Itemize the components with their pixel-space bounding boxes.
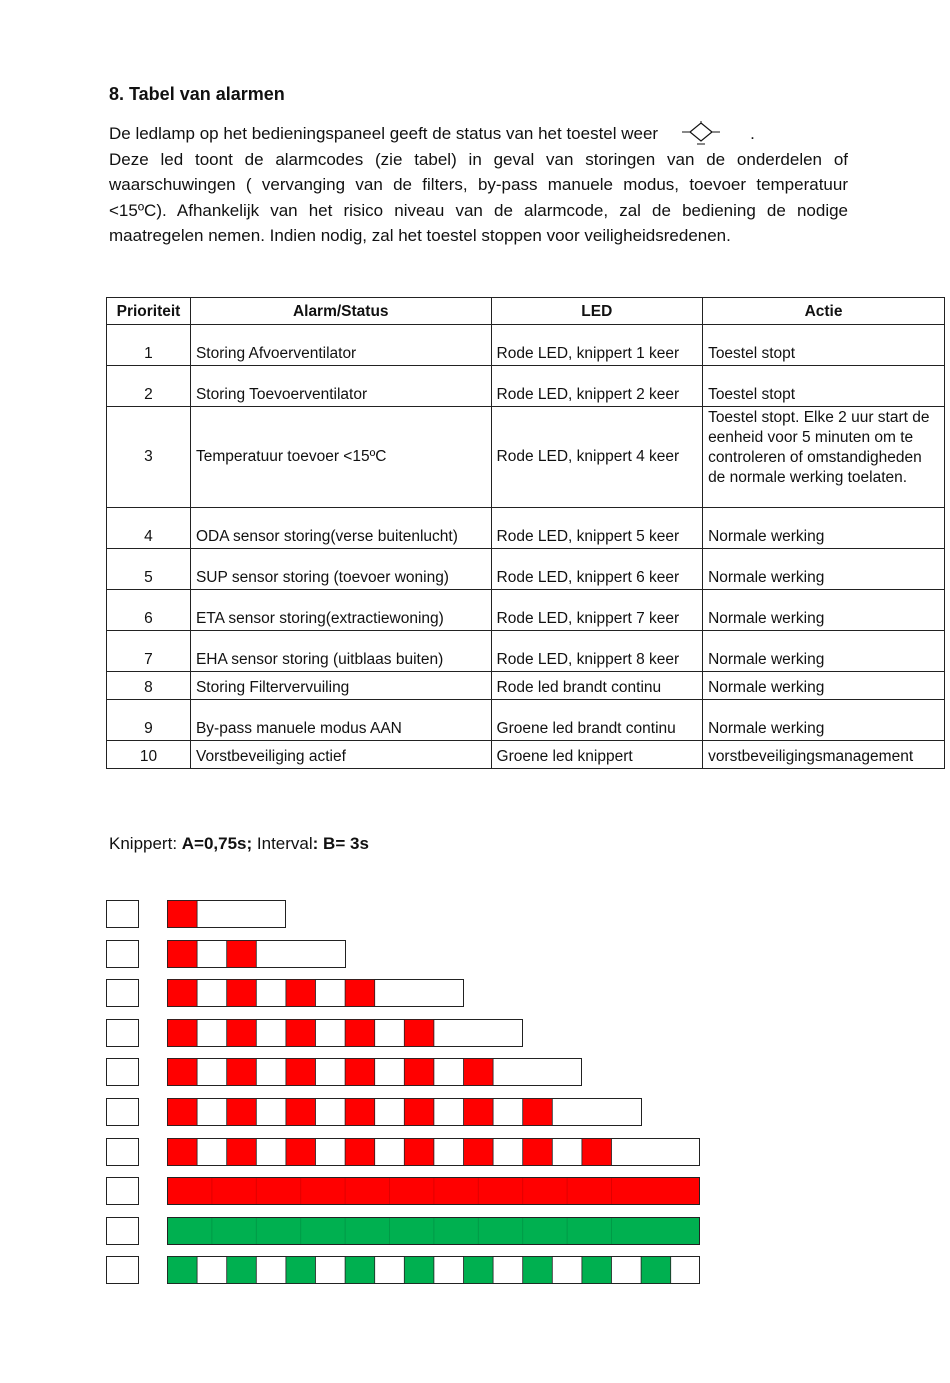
- led-on-segment: [345, 1020, 375, 1047]
- cell-alarm: EHA sensor storing (uitblaas buiten): [190, 631, 491, 672]
- table-row: [107, 590, 945, 631]
- cell-priority: 9: [107, 700, 191, 741]
- timing-a-value: A=0,75s;: [181, 834, 253, 853]
- led-timeline-strip: [167, 1098, 642, 1126]
- header-action: Actie: [703, 298, 945, 325]
- cell-priority: 4: [107, 508, 191, 549]
- led-on-segment: [404, 1139, 434, 1166]
- led-on-segment: [464, 1059, 494, 1086]
- diamond-status-symbol-icon: [682, 121, 720, 147]
- led-on-segment: [227, 941, 257, 968]
- led-on-segment: [286, 1099, 316, 1126]
- led-on-segment: [345, 1257, 375, 1284]
- alarm-table: [106, 297, 945, 769]
- cell-alarm: By-pass manuele modus AAN: [190, 700, 491, 741]
- cell-alarm: SUP sensor storing (toevoer woning): [190, 549, 491, 590]
- cell-led: Groene led knippert: [491, 741, 703, 769]
- led-on-segment: [168, 1139, 198, 1166]
- pattern-checkbox: [106, 1138, 139, 1166]
- led-on-segment: [404, 1099, 434, 1126]
- table-row: [107, 741, 945, 769]
- led-timeline-strip: [167, 979, 464, 1007]
- led-on-segment: [168, 1020, 198, 1047]
- header-led: LED: [491, 298, 703, 325]
- pattern-checkbox: [106, 1019, 139, 1047]
- pattern-checkbox: [106, 1058, 139, 1086]
- table-row: [107, 407, 945, 508]
- led-on-segment: [227, 980, 257, 1007]
- cell-action: Toestel stopt: [703, 366, 945, 407]
- led-on-segment: [168, 941, 198, 968]
- cell-priority: 5: [107, 549, 191, 590]
- led-on-segment: [464, 1099, 494, 1126]
- led-on-segment: [582, 1257, 612, 1284]
- cell-led: Rode LED, knippert 8 keer: [491, 631, 703, 672]
- led-on-segment: [286, 1139, 316, 1166]
- led-on-segment: [168, 1099, 198, 1126]
- led-timeline-strip: [167, 900, 286, 928]
- cell-action: Toestel stopt. Elke 2 uur start de eenheid voor 5 minuten om te controleren of omstandigheden de normale werking toelaten.: [703, 407, 945, 508]
- table-row: [107, 549, 945, 590]
- led-on-segment: [286, 1257, 316, 1284]
- table-row: [107, 325, 945, 366]
- cell-action: vorstbeveiligingsmanagement: [703, 741, 945, 769]
- cell-alarm: ODA sensor storing(verse buitenlucht): [190, 508, 491, 549]
- cell-action: Normale werking: [703, 700, 945, 741]
- intro-paragraph: [109, 121, 848, 249]
- cell-led: Groene led brandt continu: [491, 700, 703, 741]
- table-row: [107, 366, 945, 407]
- timing-b-value: : B= 3s: [312, 834, 369, 853]
- cell-priority: 10: [107, 741, 191, 769]
- timing-legend: [109, 834, 369, 854]
- led-on-segment: [523, 1099, 553, 1126]
- cell-action: Toestel stopt: [703, 325, 945, 366]
- cell-alarm: Temperatuur toevoer <15ºC: [190, 407, 491, 508]
- cell-priority: 8: [107, 672, 191, 700]
- pattern-checkbox: [106, 1256, 139, 1284]
- led-timeline-strip: [167, 940, 346, 968]
- header-alarm: Alarm/Status: [190, 298, 491, 325]
- led-on-segment: [286, 1020, 316, 1047]
- led-timeline-strip: [167, 1256, 700, 1284]
- led-on-segment: [404, 1257, 434, 1284]
- cell-action: Normale werking: [703, 631, 945, 672]
- led-on-segment: [404, 1020, 434, 1047]
- led-on-segment: [582, 1139, 612, 1166]
- cell-priority: 3: [107, 407, 191, 508]
- cell-led: Rode LED, knippert 7 keer: [491, 590, 703, 631]
- led-on-segment: [523, 1139, 553, 1166]
- cell-alarm: Storing Filtervervuiling: [190, 672, 491, 700]
- led-timeline-strip: [167, 1019, 523, 1047]
- cell-led: Rode led brandt continu: [491, 672, 703, 700]
- pattern-checkbox: [106, 1177, 139, 1205]
- led-on-segment: [227, 1099, 257, 1126]
- cell-action: Normale werking: [703, 508, 945, 549]
- table-header-row: [107, 298, 945, 325]
- header-priority: Prioriteit: [107, 298, 191, 325]
- cell-alarm: Storing Toevoerventilator: [190, 366, 491, 407]
- led-on-segment: [227, 1020, 257, 1047]
- led-on-segment: [345, 980, 375, 1007]
- cell-alarm: ETA sensor storing(extractiewoning): [190, 590, 491, 631]
- led-on-segment: [464, 1139, 494, 1166]
- led-on-segment: [227, 1139, 257, 1166]
- cell-priority: 6: [107, 590, 191, 631]
- led-on-segment: [286, 1059, 316, 1086]
- table-row: [107, 631, 945, 672]
- cell-action: Normale werking: [703, 672, 945, 700]
- led-on-segment: [641, 1257, 671, 1284]
- led-on-segment: [168, 1257, 198, 1284]
- cell-alarm: Storing Afvoerventilator: [190, 325, 491, 366]
- led-on-segment: [345, 1099, 375, 1126]
- cell-led: Rode LED, knippert 6 keer: [491, 549, 703, 590]
- intro-line-1: De ledlamp op het bedieningspaneel geeft de status van het toestel weer: [109, 124, 659, 143]
- led-on-segment: [345, 1139, 375, 1166]
- led-on-segment: [523, 1257, 553, 1284]
- pattern-checkbox: [106, 1217, 139, 1245]
- led-on-segment: [227, 1257, 257, 1284]
- intro-rest: Deze led toont de alarmcodes (zie tabel) in geval van storingen van de onderdelen of waarschuwingen ( vervanging van de filters, by-pass manuele modus, toevoer temperatuur <15ºC). Afhankelijk van het risico niveau van de alarmcode, zal de bediening de nodige maatregelen nemen. Indien nodig, zal het toestel stoppen voor veiligheidsredenen.: [109, 150, 848, 246]
- cell-led: Rode LED, knippert 5 keer: [491, 508, 703, 549]
- led-on-segment: [464, 1257, 494, 1284]
- led-on-segment: [404, 1059, 434, 1086]
- table-row: [107, 508, 945, 549]
- led-on-segment: [168, 1059, 198, 1086]
- led-timeline-strip: [167, 1138, 700, 1166]
- cell-priority: 2: [107, 366, 191, 407]
- cell-action: Normale werking: [703, 590, 945, 631]
- cell-priority: 7: [107, 631, 191, 672]
- pattern-checkbox: [106, 940, 139, 968]
- led-timeline-strip: [167, 1177, 700, 1205]
- cell-led: Rode LED, knippert 4 keer: [491, 407, 703, 508]
- cell-alarm: Vorstbeveiliging actief: [190, 741, 491, 769]
- led-on-segment: [286, 980, 316, 1007]
- timing-middle: Interval: [252, 834, 313, 853]
- led-on-segment: [168, 980, 198, 1007]
- led-on-segment: [168, 901, 198, 928]
- cell-action: Normale werking: [703, 549, 945, 590]
- led-on-segment: [345, 1059, 375, 1086]
- cell-priority: 1: [107, 325, 191, 366]
- table-row: [107, 672, 945, 700]
- led-on-segment: [227, 1059, 257, 1086]
- pattern-checkbox: [106, 1098, 139, 1126]
- table-row: [107, 700, 945, 741]
- section-heading: 8. Tabel van alarmen: [109, 84, 285, 104]
- pattern-checkbox: [106, 900, 139, 928]
- pattern-checkbox: [106, 979, 139, 1007]
- led-timeline-strip: [167, 1058, 582, 1086]
- cell-led: Rode LED, knippert 1 keer: [491, 325, 703, 366]
- intro-line-1-end: .: [750, 124, 755, 143]
- cell-led: Rode LED, knippert 2 keer: [491, 366, 703, 407]
- led-timeline-strip: [167, 1217, 700, 1245]
- timing-prefix: Knippert:: [109, 834, 182, 853]
